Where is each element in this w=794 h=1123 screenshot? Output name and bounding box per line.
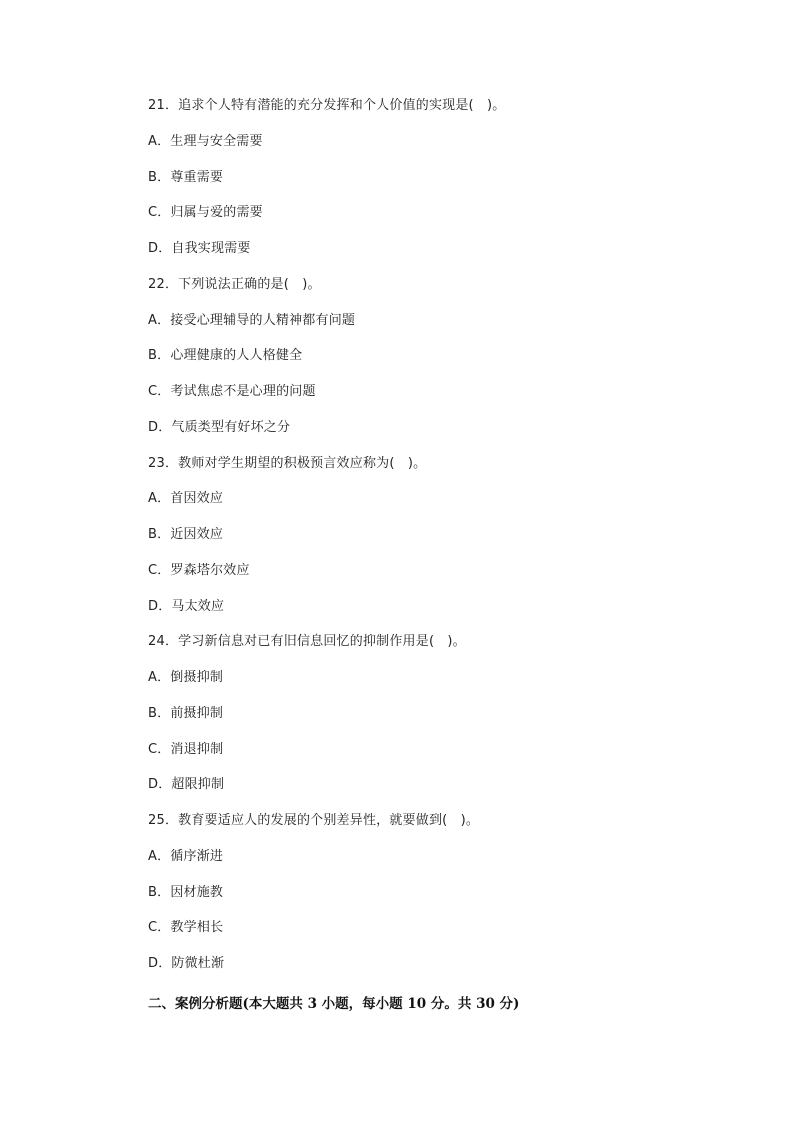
option-d: D．马太效应 (148, 598, 225, 614)
question-25 (148, 811, 748, 990)
question-list (148, 96, 748, 1012)
option-d: D．自我实现需要 (148, 241, 251, 256)
option-d: D．超限抑制 (148, 777, 225, 793)
question-21 (148, 96, 748, 275)
option-b: B．近因效应 (148, 527, 224, 542)
question-stem: 22．下列说法正确的是( )。 (148, 276, 321, 292)
section-heading: 二、案例分析题(本大题共 3 小题，每小题 10 分。共 30 分) (148, 995, 520, 1012)
option-b: B．因材施教 (148, 884, 224, 900)
question-stem: 24．学习新信息对已有旧信息回忆的抑制作用是( )。 (148, 634, 466, 650)
option-b: B．尊重需要 (148, 169, 224, 185)
question-stem: 25．教育要适应人的发展的个别差异性，就要做到( )。 (148, 813, 480, 828)
question-23 (148, 454, 748, 633)
option-d: D．气质类型有好坏之分 (148, 419, 291, 435)
question-stem: 21．追求个人特有潜能的充分发挥和个人价值的实现是( )。 (148, 98, 506, 113)
option-b: B．心理健康的人人格健全 (148, 348, 303, 364)
option-a: A．生理与安全需要 (148, 133, 263, 149)
option-c: C．教学相长 (148, 920, 224, 936)
question-24 (148, 632, 748, 811)
option-a: A．首因效应 (148, 491, 224, 507)
option-c: C．消退抑制 (148, 741, 224, 757)
option-a: A．接受心理辅导的人精神都有问题 (148, 312, 356, 328)
option-c: C．归属与爱的需要 (148, 205, 263, 221)
option-a: A．循序渐进 (148, 848, 224, 864)
option-a: A．倒摄抑制 (148, 670, 224, 685)
question-22 (148, 275, 748, 454)
option-d: D．防微杜渐 (148, 956, 225, 971)
option-c: C．考试焦虑不是心理的问题 (148, 384, 316, 399)
question-stem: 23．教师对学生期望的积极预言效应称为( )。 (148, 455, 427, 471)
option-b: B．前摄抑制 (148, 705, 224, 721)
option-c: C．罗森塔尔效应 (148, 562, 250, 578)
